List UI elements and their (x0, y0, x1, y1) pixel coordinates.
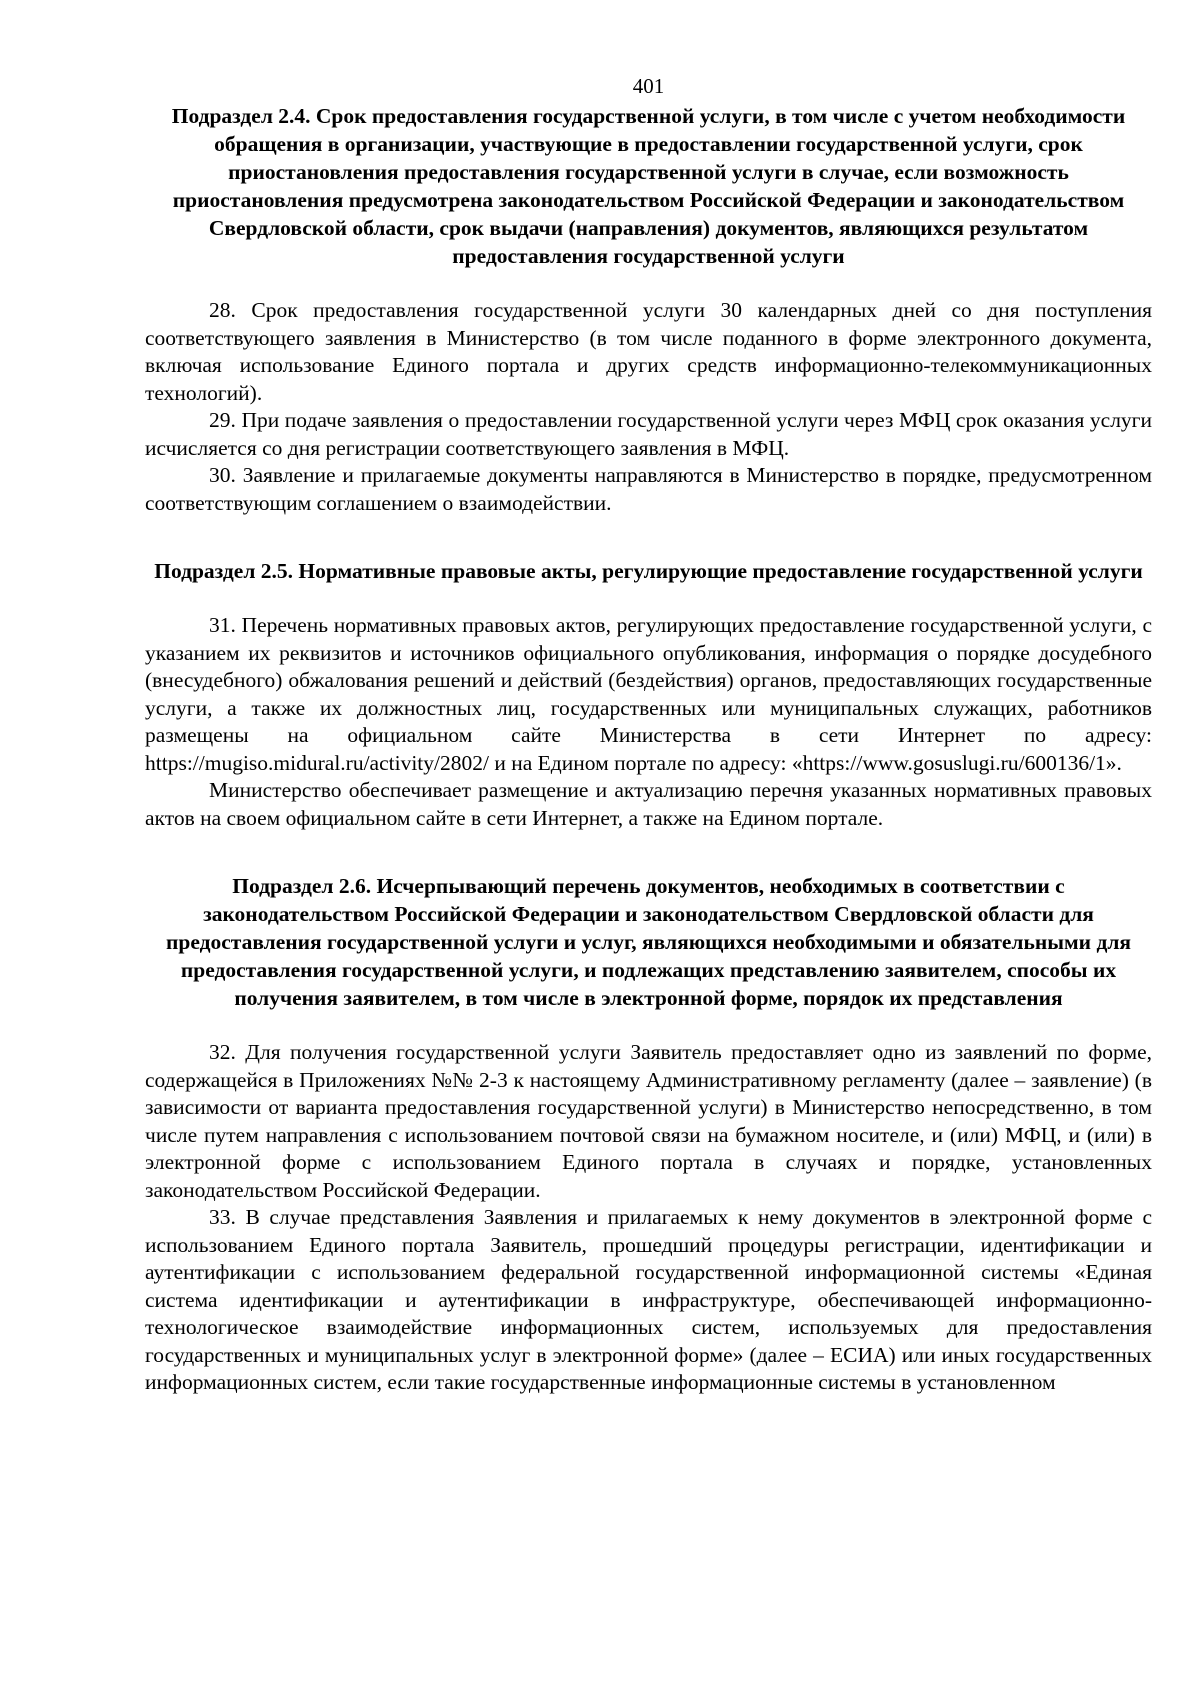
paragraph-33: 33. В случае представления Заявления и прилагаемых к нему документов в электронной форме с использованием Единого портала Заявитель, прошедший процедуры регистрации, идентификации и аутентификации с использованием федеральной государственной информационной системы «Единая система идентификации и аутентификации в инфраструктуре, обеспечивающей информационно-технологическое взаимодействие информационных систем, используемых для предоставления государственных и муниципальных услуг в электронной форме» (далее – ЕСИА) или иных государственных информационных систем, если такие государственные информационные системы в установленном (145, 1205, 1152, 1394)
paragraph-32: 32. Для получения государственной услуги Заявитель предоставляет одно из заявлений по форме, содержащейся в Приложениях №№ 2-3 к настоящему Административному регламенту (далее – заявление) (в зависимости от варианта предоставления государственной услуги) в Министерство непосредственно, в том числе путем направления с использованием почтовой связи на бумажном носителе, и (или) МФЦ, и (или) в электронной форме с использованием Единого портала в случаях и порядке, установленных законодательством Российской Федерации. (145, 1040, 1152, 1202)
page-number: 401 (632, 74, 665, 98)
paragraph-29: 29. При подаче заявления о предоставлении государственной услуги через МФЦ срок оказания услуги исчисляется со дня регистрации соответствующего заявления в МФЦ. (145, 408, 1152, 460)
paragraph-ministry: Министерство обеспечивает размещение и актуализацию перечня указанных нормативных правовых актов на своем официальном сайте в сети Интернет, а также на Едином портале. (145, 778, 1152, 830)
paragraph-28: 28. Срок предоставления государственной услуги 30 календарных дней со дня поступления соответствующего заявления в Министерство (в том числе поданного в форме электронного документа, включая использование Единого портала и других средств информационно-телекоммуникационных технологий). (145, 298, 1152, 405)
paragraph-31: 31. Перечень нормативных правовых актов, регулирующих предоставление государственной услуги, с указанием их реквизитов и источников официального опубликования, информация о порядке досудебного (внесудебного) обжалования решений и действий (бездействия) органов, предоставляющих государственные услуги, а также их должностных лиц, государственных или муниципальных служащих, работников размещены на официальном сайте Министерства в сети Интернет по адресу: https://mugiso.midural.ru/activity/2802/ и на Едином портале по адресу: «https://www.gosuslugi.ru/600136/1». (145, 613, 1152, 775)
section-2-5-body (145, 612, 1152, 832)
section-2-4-body (145, 297, 1152, 517)
section-2-5-heading: Подраздел 2.5. Нормативные правовые акты, регулирующие предоставление государственной услуги (154, 559, 1143, 583)
section-2-6-body (145, 1039, 1152, 1397)
section-2-4-heading: Подраздел 2.4. Срок предоставления государственной услуги, в том числе с учетом необходимости обращения в организации, участвующие в предоставлении государственной услуги, срок приостановления предоставления государственной услуги в случае, если возможность приостановления предусмотрена законодательством Российской Федерации и законодательством Свердловской области, срок выдачи (направления) документов, являющихся результатом предоставления государственной услуги (171, 104, 1126, 268)
document-page (145, 72, 1152, 1397)
section-2-6-heading: Подраздел 2.6. Исчерпывающий перечень документов, необходимых в соответствии с законодательством Российской Федерации и законодательством Свердловской области для предоставления государственной услуги и услуг, являющихся необходимыми и обязательными для предоставления государственной услуги, и подлежащих представлению заявителем, способы их получения заявителем, в том числе в электронной форме, порядок их представления (165, 874, 1132, 1010)
paragraph-30: 30. Заявление и прилагаемые документы направляются в Министерство в порядке, предусмотренном соответствующим соглашением о взаимодействии. (145, 463, 1152, 515)
